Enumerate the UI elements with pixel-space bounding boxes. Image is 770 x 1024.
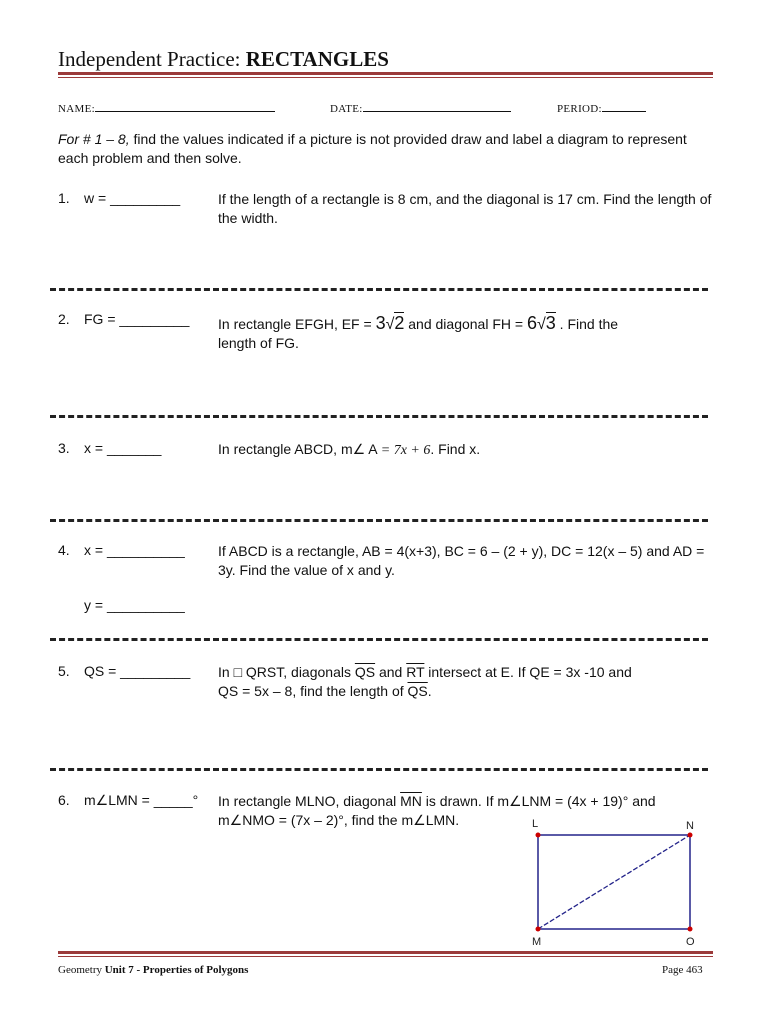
divider — [50, 288, 708, 291]
diagonal-mn — [538, 835, 690, 929]
problem-number: 1. — [58, 190, 70, 206]
answer-blank[interactable]: x = _______ — [84, 440, 162, 456]
label-l: L — [532, 818, 539, 830]
vertex-l — [536, 833, 541, 838]
period-field[interactable]: PERIOD: — [557, 100, 646, 115]
problem-text: In rectangle MLNO, diagonal $\overline{MN}$ is drawn. If m∠LNM = (4x + 19)° and m∠NMO = (7x – 2)°, find the m∠LMN. — [218, 793, 656, 828]
problem-number: 3. — [58, 440, 70, 456]
problem-text: If the length of a rectangle is 8 cm, and the diagonal is 17 cm. Find the length of the width. — [218, 191, 712, 226]
title-rule-thin — [58, 77, 713, 78]
date-field[interactable]: DATE: — [330, 100, 511, 115]
problem-number: 5. — [58, 663, 70, 679]
footer-rule — [58, 951, 713, 954]
vertex-n — [688, 833, 693, 838]
divider — [50, 768, 708, 771]
divider — [50, 519, 708, 522]
instructions: For # 1 – 8, find the values indicated if a picture is not provided draw and label a diagram to represent each problem and then solve. — [58, 131, 687, 166]
divider — [50, 638, 708, 641]
name-field[interactable]: NAME: — [58, 100, 275, 115]
answer-blank[interactable]: y = __________ — [84, 597, 185, 613]
answer-blank[interactable]: QS = _________ — [84, 663, 191, 679]
problem-number: 6. — [58, 792, 70, 808]
page-title: Independent Practice: RECTANGLES — [58, 47, 389, 71]
answer-blank[interactable]: FG = _________ — [84, 311, 190, 327]
answer-blank[interactable]: m∠LMN = _____° — [84, 792, 199, 808]
vertex-m — [536, 927, 541, 932]
problem-number: 4. — [58, 542, 70, 558]
vertex-o — [688, 927, 693, 932]
footer-rule-thin — [58, 956, 713, 957]
problem-text: In □ QRST, diagonals $\overline{QS}$ and $\overline{RT}$ intersect at E. If QE = 3x -10 and QS = 5x – 8, find the length of $\overline{QS}$. — [218, 664, 632, 699]
answer-blank[interactable]: w = _________ — [84, 190, 181, 206]
page-number: Page 463 — [662, 964, 703, 976]
problem-text: In rectangle ABCD, m∠ A = 7x + 6. Find x. — [218, 441, 481, 458]
title-rule — [58, 72, 713, 75]
label-m: M — [532, 936, 542, 948]
footer-course: Geometry Unit 7 - Properties of Polygons — [58, 964, 249, 976]
rectangle-diagram — [520, 815, 710, 950]
problem-text: In rectangle EFGH, EF = 3√2 and diagonal FH = 6√3 . Find the length of FG. — [218, 313, 619, 351]
label-n: N — [686, 820, 694, 832]
problem-number: 2. — [58, 311, 70, 327]
label-o: O — [686, 936, 695, 948]
problem-text: If ABCD is a rectangle, AB = 4(x+3), BC = 6 – (2 + y), DC = 12(x – 5) and AD = 3y. Find the value of x and y. — [218, 543, 705, 578]
answer-blank[interactable]: x = __________ — [84, 542, 185, 558]
divider — [50, 415, 708, 418]
